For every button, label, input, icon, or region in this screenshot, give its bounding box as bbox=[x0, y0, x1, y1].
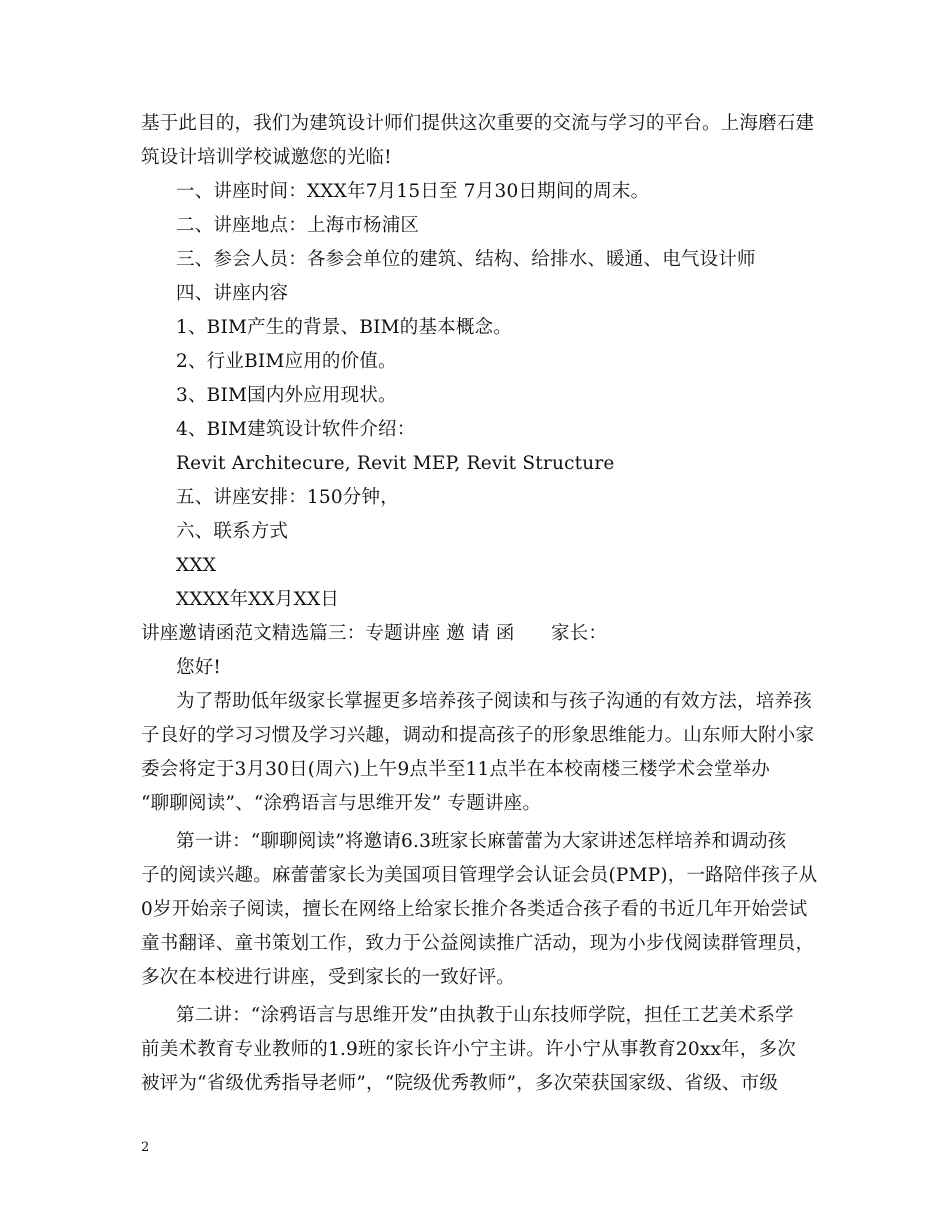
text-line: XXX bbox=[176, 555, 217, 576]
text-line: 您好! bbox=[176, 657, 222, 678]
section-heading: 讲座邀请函范文精选篇三：专题讲座 邀 请 函 家长： bbox=[141, 623, 608, 644]
text-line: 4、BIM建筑设计软件介绍： bbox=[176, 419, 416, 440]
text-line: 三、参会人员：各参会单位的建筑、结构、给排水、暖通、电气设计师 bbox=[176, 249, 756, 270]
text-line: 筑设计培训学校诚邀您的光临! bbox=[141, 147, 392, 168]
text-line: 0岁开始亲子阅读，擅长在网络上给家长推介各类适合孩子看的书近几年开始尝试 bbox=[141, 899, 808, 920]
text-line: 2、行业BIM应用的价值。 bbox=[176, 351, 397, 372]
text-line: 为了帮助低年级家长掌握更多培养孩子阅读和与孩子沟通的有效方法，培养孩 bbox=[176, 691, 812, 712]
text-line: 第一讲：“聊聊阅读”将邀请6.3班家长麻蕾蕾为大家讲述怎样培养和调动孩 bbox=[176, 831, 787, 852]
text-line: 被评为“省级优秀指导老师”，“院级优秀教师”，多次荣获国家级、省级、市级 bbox=[141, 1073, 779, 1094]
text-line: 委会将定于3月30日(周六)上午9点半至11点半在本校南楼三楼学术会堂举办 bbox=[141, 759, 770, 780]
text-line: 3、BIM国内外应用现状。 bbox=[176, 385, 397, 406]
text-line: 子的阅读兴趣。麻蕾蕾家长为美国项目管理学会认证会员(PMP)，一路陪伴孩子从 bbox=[141, 865, 818, 886]
text-line: 二、讲座地点：上海市杨浦区 bbox=[176, 215, 420, 236]
text-line: 五、讲座安排：150分钟， bbox=[176, 487, 399, 508]
text-line: 第二讲：“涂鸦语言与思维开发”由执教于山东技师学院，担任工艺美术系学 bbox=[176, 1005, 794, 1026]
text-line: 童书翻译、童书策划工作，致力于公益阅读推广活动，现为小步伐阅读群管理员， bbox=[141, 933, 815, 954]
text-line: 前美术教育专业教师的1.9班的家长许小宁主讲。许小宁从事教育20xx年，多次 bbox=[141, 1039, 796, 1060]
text-line: 四、讲座内容 bbox=[176, 283, 289, 304]
text-line: 子良好的学习习惯及学习兴趣，调动和提高孩子的形象思维能力。山东师大附小家 bbox=[141, 725, 815, 746]
text-line: “聊聊阅读”、“涂鸦语言与思维开发” 专题讲座。 bbox=[141, 793, 542, 814]
text-line: 多次在本校进行讲座，受到家长的一致好评。 bbox=[141, 967, 516, 988]
text-line: Revit Architecure, Revit MEP, Revit Structure bbox=[176, 453, 615, 474]
text-line: XXXX年XX月XX日 bbox=[176, 589, 340, 610]
text-line: 六、联系方式 bbox=[176, 521, 289, 542]
page-number: 2 bbox=[141, 1140, 150, 1155]
text-line: 一、讲座时间：XXX年7月15日至 7月30日期间的周末。 bbox=[176, 181, 650, 202]
text-line: 基于此目的，我们为建筑设计师们提供这次重要的交流与学习的平台。上海磨石建 bbox=[141, 113, 815, 134]
text-line: 1、BIM产生的背景、BIM的基本概念。 bbox=[176, 317, 512, 338]
